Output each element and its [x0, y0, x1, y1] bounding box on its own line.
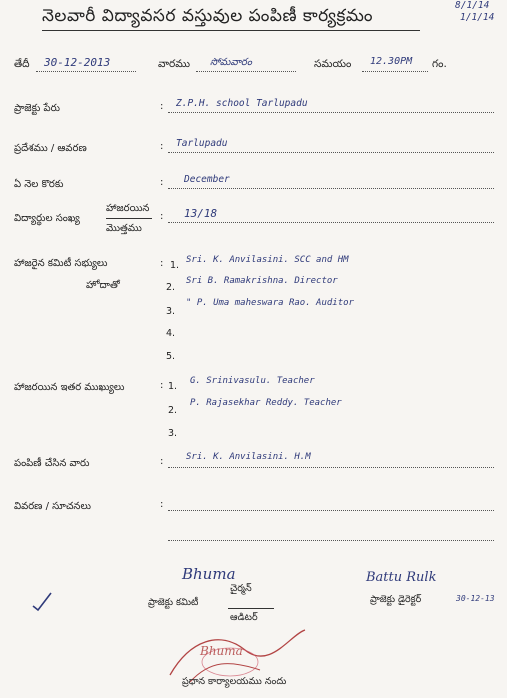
committee-member: Sri B. Ramakrishna. Director — [186, 276, 338, 286]
time-unit: గం. — [432, 58, 447, 70]
auditor-label: ఆడిటర్ — [230, 612, 258, 623]
director-date: 30-12-13 — [456, 594, 495, 603]
check-mark-icon — [30, 590, 54, 614]
others-member: G. Srinivasulu. Teacher — [190, 376, 315, 386]
area-label: ప్రదేశము / ఆవరణ — [14, 143, 87, 154]
students-line — [168, 222, 494, 223]
time-dotted-line — [362, 71, 428, 72]
day-value: సోమవారం — [210, 57, 252, 68]
colon: : — [160, 258, 164, 269]
form-title: నెలవారీ విద్యావసర వస్తువుల పంపిణీ కార్యక్రమం — [42, 6, 373, 26]
project-name-line — [168, 112, 494, 113]
committee-num: 2. — [166, 282, 176, 293]
committee-member: Sri. K. Anvilasini. SCC and HM — [186, 255, 349, 265]
others-num: 1. — [168, 381, 178, 392]
director-label: ప్రాజెక్టు డైరెక్టర్ — [370, 594, 422, 605]
others-num: 3. — [168, 428, 178, 439]
committee-num: 3. — [166, 306, 176, 317]
area-line — [168, 152, 494, 153]
committee-label: హాజరైన కమిటీ సభ్యులు — [14, 258, 108, 269]
time-label: సమయం — [314, 58, 352, 70]
project-name-label: ప్రాజెక్టు పేరు — [14, 103, 60, 114]
distributor-line — [168, 467, 494, 468]
month-value: December — [184, 174, 230, 185]
chairman-signature: Bhuma — [182, 565, 236, 583]
office-signature: Bhuma — [200, 644, 243, 658]
committee-num: 4. — [166, 328, 176, 339]
time-value: 12.30PM — [370, 56, 413, 67]
title-underline — [42, 30, 420, 31]
distributor-label: పంపిణీ చేసిన వారు — [14, 458, 90, 469]
colon: : — [160, 177, 164, 188]
others-label: హాజరయిన ఇతర ముఖ్యులు — [14, 382, 125, 393]
remarks-label: వివరణ / సూచనలు — [14, 501, 92, 512]
colon: : — [160, 380, 164, 391]
corner-note: 8/1/14 — [455, 0, 490, 11]
day-dotted-line — [196, 71, 296, 72]
colon: : — [160, 211, 164, 222]
colon: : — [160, 141, 164, 152]
month-label: ఏ నెల కొరకు — [14, 179, 64, 190]
students-label: విద్యార్థుల సంఖ్య — [14, 213, 80, 224]
present-underline — [106, 218, 152, 219]
remarks-line-2 — [168, 540, 494, 541]
committee-label: ప్రాజెక్టు కమిటీ — [148, 597, 199, 608]
month-line — [168, 188, 494, 189]
remarks-line — [168, 510, 494, 511]
others-num: 2. — [168, 405, 178, 416]
present-label: హాజరయిన — [106, 203, 150, 214]
total-label: మొత్తము — [106, 223, 142, 234]
office-label: ప్రధాన కార్యాలయము నందు — [182, 676, 287, 687]
corner-code: 1/1/14 — [460, 12, 495, 23]
area-value: Tarlupadu — [176, 138, 228, 149]
project-name-value: Z.P.H. school Tarlupadu — [176, 98, 308, 109]
committee-num: 1. — [170, 260, 180, 271]
students-value: 13/18 — [184, 207, 218, 220]
date-label: తేదీ — [14, 58, 30, 70]
auditor-underline — [228, 608, 274, 609]
others-member: P. Rajasekhar Reddy. Teacher — [190, 398, 342, 408]
date-value: 30-12-2013 — [44, 56, 111, 69]
chairman-label: చైర్మన్ — [230, 583, 252, 594]
colon: : — [160, 456, 164, 467]
committee-label-role: హోదాతో — [86, 280, 120, 291]
colon: : — [160, 101, 164, 112]
director-signature: Battu Rulk — [366, 570, 437, 585]
committee-num: 5. — [166, 351, 176, 362]
date-dotted-line — [36, 71, 136, 72]
committee-member: " P. Uma maheswara Rao. Auditor — [186, 298, 354, 308]
day-label: వారము — [158, 58, 190, 70]
distributor-value: Sri. K. Anvilasini. H.M — [186, 452, 311, 462]
colon: : — [160, 499, 164, 510]
